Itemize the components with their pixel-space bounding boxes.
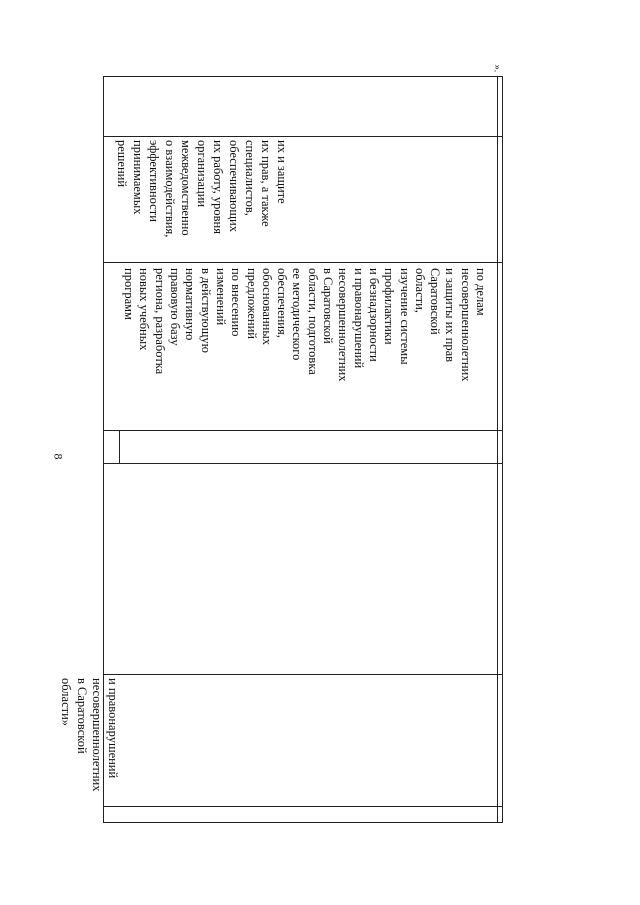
text-line: программ bbox=[122, 268, 137, 320]
text-line: нормативную bbox=[183, 268, 198, 341]
cell-result-text bbox=[114, 140, 290, 237]
text-line: решений bbox=[115, 140, 129, 188]
closing-quote-mark: ». bbox=[491, 64, 503, 73]
text-line: несовершеннолетних bbox=[458, 268, 473, 382]
row-divider bbox=[103, 806, 503, 807]
text-line: предложений bbox=[244, 268, 259, 339]
text-line: региона, разработка bbox=[152, 268, 167, 375]
text-line: и безнадзорности bbox=[366, 268, 381, 362]
cell-measure-text bbox=[121, 268, 488, 382]
text-line: области, подготовка bbox=[305, 268, 320, 375]
text-line: межведомственно bbox=[179, 140, 193, 236]
row-divider bbox=[103, 674, 503, 675]
text-line: новых учебных bbox=[137, 268, 152, 351]
row-divider bbox=[103, 463, 503, 464]
text-line: организации bbox=[195, 140, 209, 208]
text-line: и защиты их прав bbox=[443, 268, 458, 363]
text-line: в Саратовской bbox=[75, 678, 89, 754]
text-line: Саратовской bbox=[428, 268, 443, 335]
text-line: их работу, уровня bbox=[211, 140, 225, 234]
text-line: принимаемых bbox=[131, 140, 145, 215]
text-line: области, bbox=[412, 268, 427, 313]
text-line: обоснованных bbox=[259, 268, 274, 345]
text-line: о взаимодействия, bbox=[163, 140, 177, 238]
text-line: в действующую bbox=[198, 268, 213, 353]
column-divider bbox=[119, 430, 120, 463]
text-line: их и защите bbox=[275, 140, 289, 204]
text-line: профилактики bbox=[382, 268, 397, 345]
text-line: по делам bbox=[474, 268, 488, 316]
text-line: обеспечивающих bbox=[227, 140, 241, 232]
column-divider bbox=[497, 76, 498, 823]
text-line: по внесению bbox=[229, 268, 244, 337]
text-line: в Саратовской bbox=[321, 268, 336, 344]
text-line: их прав, а также bbox=[259, 140, 273, 227]
text-line: правовую базу bbox=[168, 268, 183, 346]
text-line: несовершеннолетних bbox=[336, 268, 351, 382]
page-number: 8 bbox=[51, 453, 66, 460]
cell-name-fragment bbox=[58, 678, 120, 792]
text-line: ее методического bbox=[290, 268, 305, 361]
text-line: и правонарушений bbox=[351, 268, 366, 369]
text-line: несовершеннолетних bbox=[90, 678, 105, 792]
text-line: изучение системы bbox=[397, 268, 412, 365]
text-line: эффективности bbox=[147, 140, 161, 222]
row-divider bbox=[103, 262, 503, 263]
text-line: области» bbox=[59, 678, 74, 727]
text-line: изменений bbox=[213, 268, 228, 326]
text-line: и правонарушений bbox=[106, 678, 120, 779]
row-divider bbox=[103, 430, 503, 431]
text-line: специалистов, bbox=[243, 140, 257, 216]
row-divider bbox=[103, 136, 503, 137]
text-line: обеспечения, bbox=[275, 268, 290, 338]
